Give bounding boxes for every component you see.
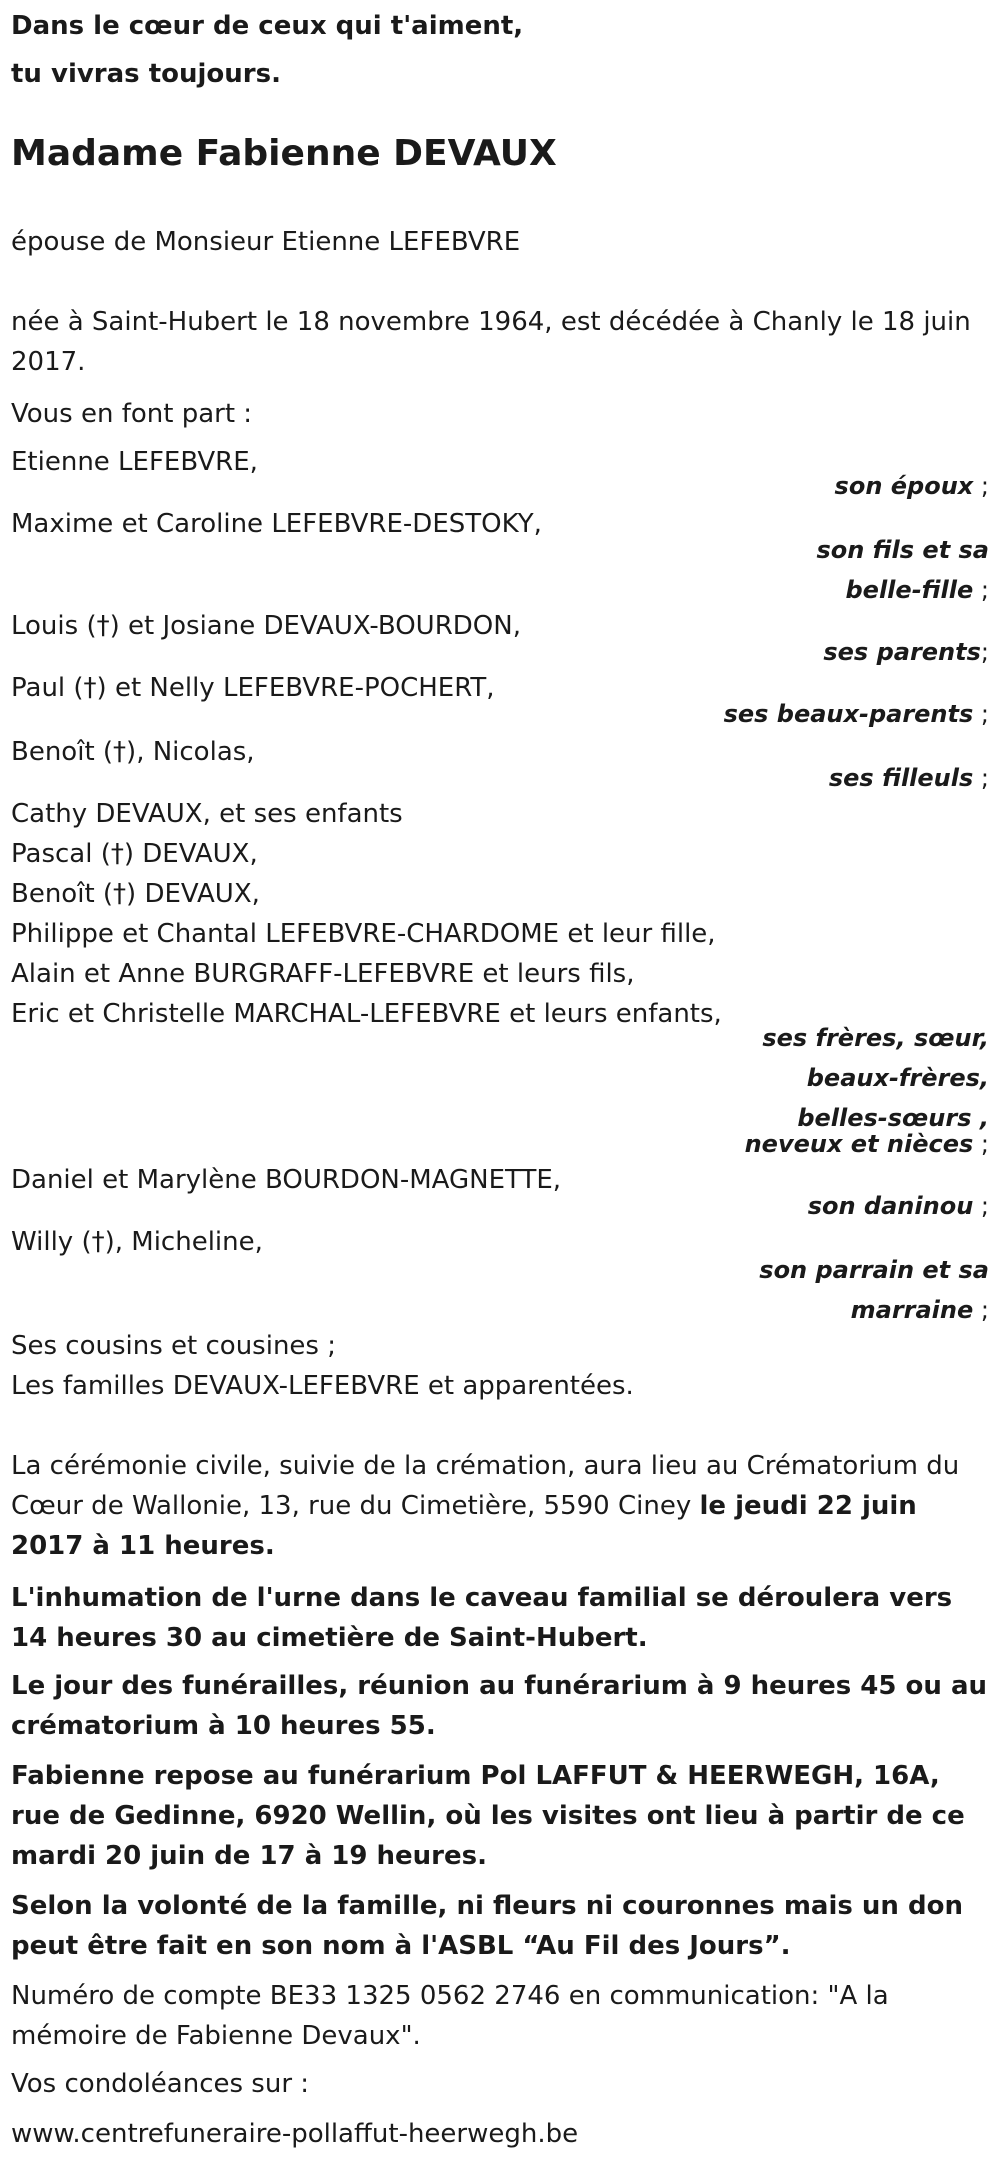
family-role: ses beaux-parents ;	[723, 700, 989, 728]
cousins-line: Ses cousins et cousines ;	[11, 1331, 336, 1361]
family-role: son daninou ;	[807, 1192, 989, 1220]
family-names: Benoît (†), Nicolas,	[11, 737, 255, 767]
families-line: Les familles DEVAUX-LEFEBVRE et apparentées.	[11, 1371, 634, 1401]
family-role: neveux et nièces ;	[744, 1130, 989, 1158]
website-link[interactable]: www.centrefuneraire-pollaffut-heerwegh.be	[11, 2119, 579, 2149]
epitaph-line-2: tu vivras toujours.	[11, 59, 281, 89]
spouse-line: épouse de Monsieur Etienne LEFEBVRE	[11, 227, 521, 257]
birth-death-line: née à Saint-Hubert le 18 novembre 1964, est décédée à Chanly le 18 juin 2017.	[11, 307, 971, 377]
family-names: Eric et Christelle MARCHAL-LEFEBVRE et leurs enfants,	[11, 999, 722, 1029]
ceremony-paragraph: La cérémonie civile, suivie de la crémation, aura lieu au Crématorium du Cœur de Wallonie, 13, rue du Cimetière, 5590 Ciney le jeudi 22 juin 2017 à 11 heures.	[11, 1451, 960, 1561]
family-role: son parrain et sa	[759, 1256, 989, 1284]
family-role: ses frères, sœur,	[762, 1024, 989, 1052]
family-names: Louis (†) et Josiane DEVAUX-BOURDON,	[11, 611, 521, 641]
deceased-name: Madame Fabienne DEVAUX	[11, 133, 557, 174]
family-names: Benoît (†) DEVAUX,	[11, 879, 260, 909]
meeting-paragraph: Le jour des funérailles, réunion au funérarium à 9 heures 45 ou au crématorium à 10 heures 55.	[11, 1671, 988, 1741]
family-names: Paul (†) et Nelly LEFEBVRE-POCHERT,	[11, 673, 495, 703]
family-role: ses filleuls ;	[828, 764, 989, 792]
family-role: ses parents;	[823, 638, 989, 666]
donation-paragraph: Selon la volonté de la famille, ni fleurs ni couronnes mais un don peut être fait en son nom à l'ASBL “Au Fil des Jours”.	[11, 1891, 963, 1961]
family-role: belles-sœurs ,	[797, 1104, 989, 1132]
family-role: belle-fille ;	[845, 576, 989, 604]
family-role: son époux ;	[834, 472, 989, 500]
account-paragraph: Numéro de compte BE33 1325 0562 2746 en communication: "A la mémoire de Fabienne Devaux".	[11, 1981, 889, 2051]
family-names: Pascal (†) DEVAUX,	[11, 839, 258, 869]
family-names: Willy (†), Micheline,	[11, 1227, 263, 1257]
family-role: son fils et sa	[816, 536, 989, 564]
epitaph-line-1: Dans le cœur de ceux qui t'aiment,	[11, 11, 524, 41]
condolences-line: Vos condoléances sur :	[11, 2069, 310, 2099]
family-names: Etienne LEFEBVRE,	[11, 447, 258, 477]
intro-line: Vous en font part :	[11, 399, 253, 429]
family-role: beaux-frères,	[806, 1064, 989, 1092]
family-names: Philippe et Chantal LEFEBVRE-CHARDOME et leur fille,	[11, 919, 716, 949]
rest-paragraph: Fabienne repose au funérarium Pol LAFFUT & HEERWEGH, 16A, rue de Gedinne, 6920 Wellin, où les visites ont lieu à partir de ce mardi 20 juin de 17 à 19 heures.	[11, 1761, 965, 1871]
family-names: Alain et Anne BURGRAFF-LEFEBVRE et leurs fils,	[11, 959, 635, 989]
family-names: Cathy DEVAUX, et ses enfants	[11, 799, 403, 829]
family-role: marraine ;	[850, 1296, 989, 1324]
family-names: Maxime et Caroline LEFEBVRE-DESTOKY,	[11, 509, 542, 539]
inhumation-paragraph: L'inhumation de l'urne dans le caveau familial se déroulera vers 14 heures 30 au cimetière de Saint-Hubert.	[11, 1583, 953, 1653]
family-names: Daniel et Marylène BOURDON-MAGNETTE,	[11, 1165, 562, 1195]
